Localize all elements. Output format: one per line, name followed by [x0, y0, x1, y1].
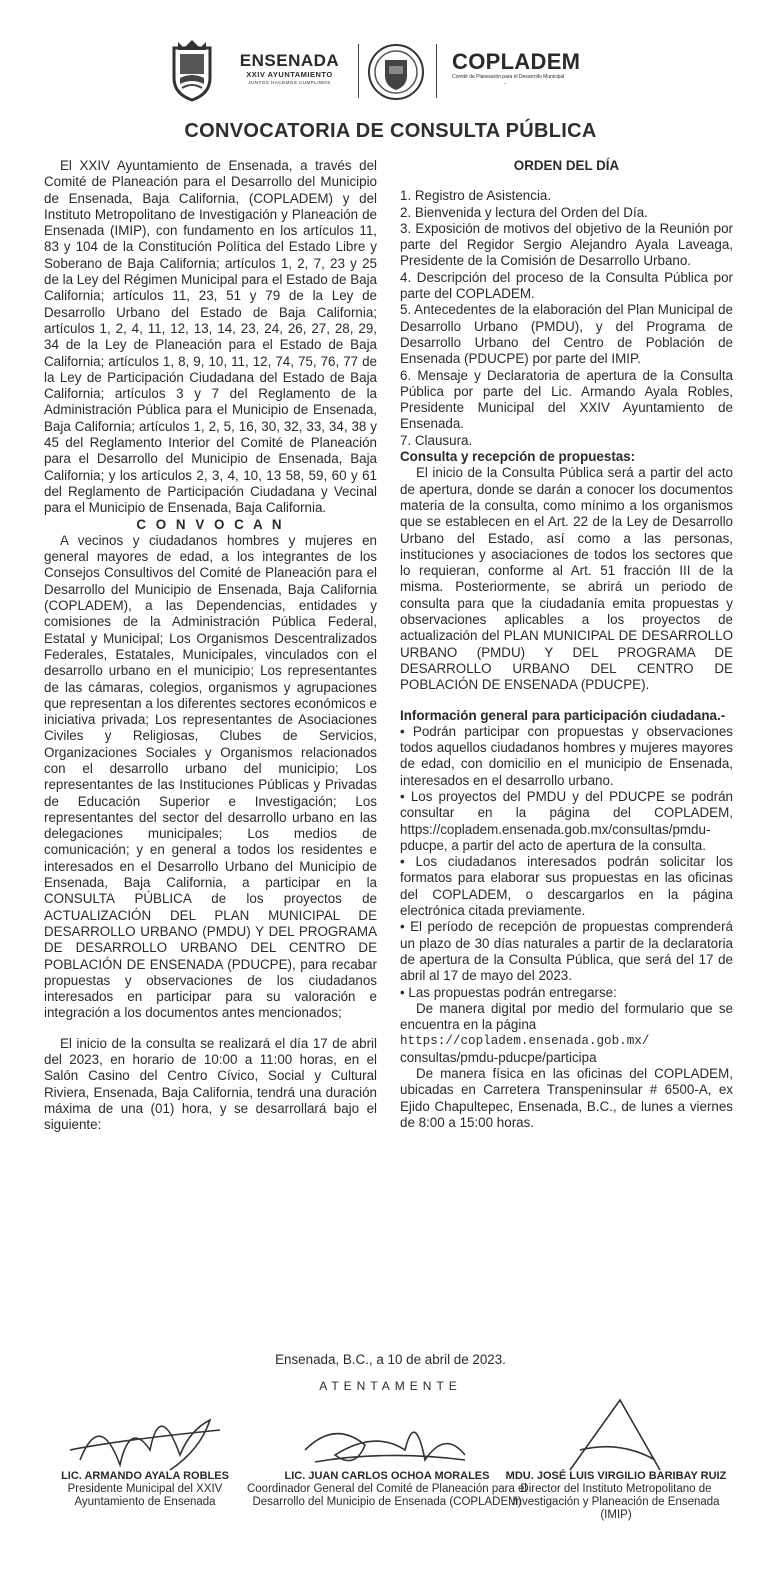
signer-name: MDU. JOSÉ LUIS VIRGILIO BARIBAY RUIZ	[505, 1470, 727, 1482]
header	[0, 30, 781, 110]
intro-paragraph: El XXIV Ayuntamiento de Ensenada, a través del Comité de Planeación para el Desarrollo del Municipio de Ensenada, Baja California, (COPLADEM) y del Instituto Metropolitano de Investigación y Planeación de Ensenada (IMIP), con fundamento en los artículos 11, 83 y 104 de la Constitución Política del Estado Libre y Soberano de Baja California; artículos 1, 2, 7, 23 y 25 de la Ley del Régimen Municipal para el Estado de Baja California; artículos 11, 23, 51 y 79 de la Ley de Desarrollo Urbano del Estado de Baja California; artículos 1, 2, 4, 11, 12, 13, 14, 23, 24, 26, 27, 28, 29, 34 de la Ley de Planeación para el Estado de Baja California; artículos 1, 8, 9, 10, 11, 12, 74, 75, 76, 77 de la Ley de Participación Ciudadana del Estado de Baja California; artículos 3 y 7 del Reglamento de la Administración Pública para el Municipio de Ensenada, Baja California; artículos 1, 2, 5, 16, 30, 32, 33, 34, 38 y 45 del Reglamento Interior del Comité de Planeación para el Desarrollo del Municipio de Ensenada, Baja California; y los artículos 2, 3, 4, 10, 13 58, 59, 60 y 61 del Reglamento de Participación Ciudadana y Vecinal para el Municipio de Ensenada, Baja California.	[44, 158, 377, 516]
right-column	[400, 158, 733, 1131]
orden-item: 5. Antecedentes de la elaboración del Plan Municipal de Desarrollo Urbano (PMDU), y del Programa de Desarrollo Urbano del Centro de Población de Ensenada (PDUCPE) por parte del IMIP.	[400, 302, 733, 367]
convocan-heading: C O N V O C A N	[136, 516, 285, 532]
consulta-paragraph: El inicio de la Consulta Pública será a partir del acto de apertura, donde se darán a conocer los documentos materia de la consulta, como mínimo a los organismos que se establecen en el Art. 22 de la Ley de Desarrollo Urbano del Estado, así como a las personas, instituciones y asociaciones de todos los sectores que lo requieran, conforme al Art. 51 fracción III de la misma. Posteriormente, se abrirá un periodo de consulta para que la ciudadanía emita propuestas y observaciones aplicables a los proyectos de actualización del PLAN MUNICIPAL DE DESARROLLO URBANO (PMDU) Y DEL PROGRAMA DE DESARROLLO URBANO DEL CENTRO DE POBLACIÓN DE ENSENADA (PDUCPE).	[400, 465, 733, 693]
digital-url[interactable]: https://copladem.ensenada.gob.mx/	[400, 1034, 650, 1049]
signer-name: LIC. ARMANDO AYALA ROBLES	[61, 1470, 229, 1482]
signature-block	[246, 1470, 528, 1509]
info-bullet: • Las propuestas podrán entregarse:	[400, 984, 617, 1000]
orden-item: 2. Bienvenida y lectura del Orden del Día.	[400, 204, 648, 220]
info-bullet: • El período de recepción de propuestas comprenderá un plazo de 30 días naturales a partir de la declaratoria de apertura de la Consulta Pública, que será del 17 de abril al 17 de mayo del 2023.	[400, 919, 733, 984]
dateline: Ensenada, B.C., a 10 de abril de 2023.	[275, 1352, 506, 1367]
copladem-subtitle-2: -	[504, 81, 506, 87]
municipal-seal-icon	[365, 42, 427, 102]
orden-heading: ORDEN DEL DÍA	[513, 158, 620, 173]
consulta-heading: Consulta y recepción de propuestas:	[400, 449, 636, 465]
signature-3-scribble	[560, 1390, 670, 1480]
signer-name: LIC. JUAN CARLOS OCHOA MORALES	[284, 1470, 490, 1482]
signature-block	[40, 1470, 250, 1509]
orden-item: 7. Clausura.	[400, 432, 473, 448]
signature-block	[496, 1470, 736, 1522]
ayuntamiento-motto: JUNTOS HACEMOS CUMPLIMOS	[248, 80, 331, 85]
orden-item: 1. Registro de Asistencia.	[400, 188, 552, 204]
signer-role: Coordinador General del Comité de Planeación para el Desarrollo del Municipio de Ensenada (COPLADEM)	[246, 1483, 527, 1508]
atentamente-heading: ATENTAMENTE	[319, 1379, 462, 1393]
fisica-paragraph: De manera física en las oficinas del COPLADEM, ubicadas en Carretera Transpeninsular # 6500-A, ex Ejido Chapultepec, Ensenada, B.C., de lunes a viernes de 8:00 a 15:00 horas.	[400, 1066, 733, 1130]
digital-url-continued[interactable]: consultas/pmdu-pducpe/participa	[400, 1049, 597, 1065]
info-bullet: • Los ciudadanos interesados podrán solicitar los formatos para elaborar sus propuestas en las oficinas del COPLADEM, o descargarlos en la página electrónica citada previamente.	[400, 854, 733, 919]
page-title: CONVOCATORIA DE CONSULTA PÚBLICA	[184, 120, 597, 142]
convocan-paragraph: A vecinos y ciudadanos hombres y mujeres en general mayores de edad, a los integrantes de los Consejos Consultivos del Comité de Planeación para el Desarrollo del Municipio de Ensenada, Baja California (COPLADEM), a las Dependencias, entidades y comisiones de la Administración Pública Federal, Estatal y Municipal; Los Organismos Descentralizados Federales, Estatales, Municipales, vinculados con el desarrollo urbano en el municipio; Los representantes de las cámaras, colegios, organismos y agrupaciones que representan a los diferentes sectores económicos e iniciativa privada; Los representantes de Asociaciones Civiles y Religiosas, Clubes de Servicios, Organizaciones Sociales y Organismos relacionados con el desarrollo urbano del municipio; Los representantes de las Instituciones Públicas y Privadas de Educación Superior e Investigación; Los representantes del sector del desarrollo urbano en las delegaciones municipales; Los medios de comunicación; y en general a todos los residentes e interesados en el Desarrollo Urbano del Municipio de Ensenada, Baja California, a participar en la CONSULTA PÚBLICA de los proyectos de ACTUALIZACIÓN DEL PLAN MUNICIPAL DE DESARROLLO URBANO (PMDU) Y DEL PROGRAMA DE DESARROLLO URBANO DEL CENTRO DE POBLACIÓN DE ENSENADA (PDUCPE), para recabar propuestas y observaciones de los ciudadanos interesados en participar para su valoración e integración a los documentos antes mencionados;	[44, 532, 377, 1021]
orden-item: 3. Exposición de motivos del objetivo de la Reunión por parte del Regidor Sergio Alejandro Ayala Laveaga, Presidente de la Comisión de Desarrollo Urbano.	[400, 220, 733, 269]
copladem-subtitle: Comité de Planeación para el Desarrollo Municipal	[452, 74, 565, 80]
info-bullet: • Los proyectos del PMDU y del PDUCPE se podrán consultar en la página del COPLADEM, https://copladem.ensenada.gob.mx/consultas/pmdu-pducpe, a partir del acto de apertura de la consulta.	[400, 788, 733, 853]
info-heading: Información general para participación ciudadana.-	[400, 707, 726, 723]
signer-role: Presidente Municipal del XXIV Ayuntamiento de Ensenada	[67, 1483, 223, 1508]
ensenada-coat-of-arms-icon	[168, 38, 216, 102]
copladem-brand	[452, 50, 612, 88]
inicio-paragraph: El inicio de la consulta se realizará el día 17 de abril del 2023, en horario de 10:00 a 11:00 horas, en el Salón Casino del Centro Cívico, Social y Cultural Riviera, Ensenada, Baja California, tendrá una duración máxima de una (01) hora, y se desarrollará bajo el siguiente:	[44, 1035, 377, 1133]
header-divider-2	[436, 44, 437, 98]
ensenada-brand	[222, 52, 357, 87]
ensenada-brand-title: ENSENADA	[239, 51, 340, 70]
header-divider	[358, 44, 359, 98]
signature-2-scribble	[295, 1400, 475, 1480]
digital-paragraph: De manera digital por medio del formulario que se encuentra en la página	[400, 1000, 733, 1033]
signer-role: Director del Instituto Metropolitano de Investigación y Planeación de Ensenada (IMIP)	[512, 1483, 720, 1521]
info-bullet: • Podrán participar con propuestas y observaciones todos aquellos ciudadanos hombres y mujeres mayores de edad, con domicilio en el municipio de Ensenada, interesados en el desarrollo urbano.	[400, 723, 733, 788]
left-column	[44, 158, 377, 1134]
copladem-brand-title: COPLADEM	[452, 49, 581, 74]
orden-item: 6. Mensaje y Declaratoria de apertura de la Consulta Pública por parte del Lic. Armando Ayala Robles, Presidente Municipal del XXIV Ayuntamiento de Ensenada.	[400, 367, 733, 432]
orden-item: 4. Descripción del proceso de la Consulta Pública por parte del COPLADEM.	[400, 269, 733, 302]
ayuntamiento-subtitle: XXIV AYUNTAMIENTO	[246, 70, 333, 79]
signature-1-scribble	[60, 1390, 230, 1480]
